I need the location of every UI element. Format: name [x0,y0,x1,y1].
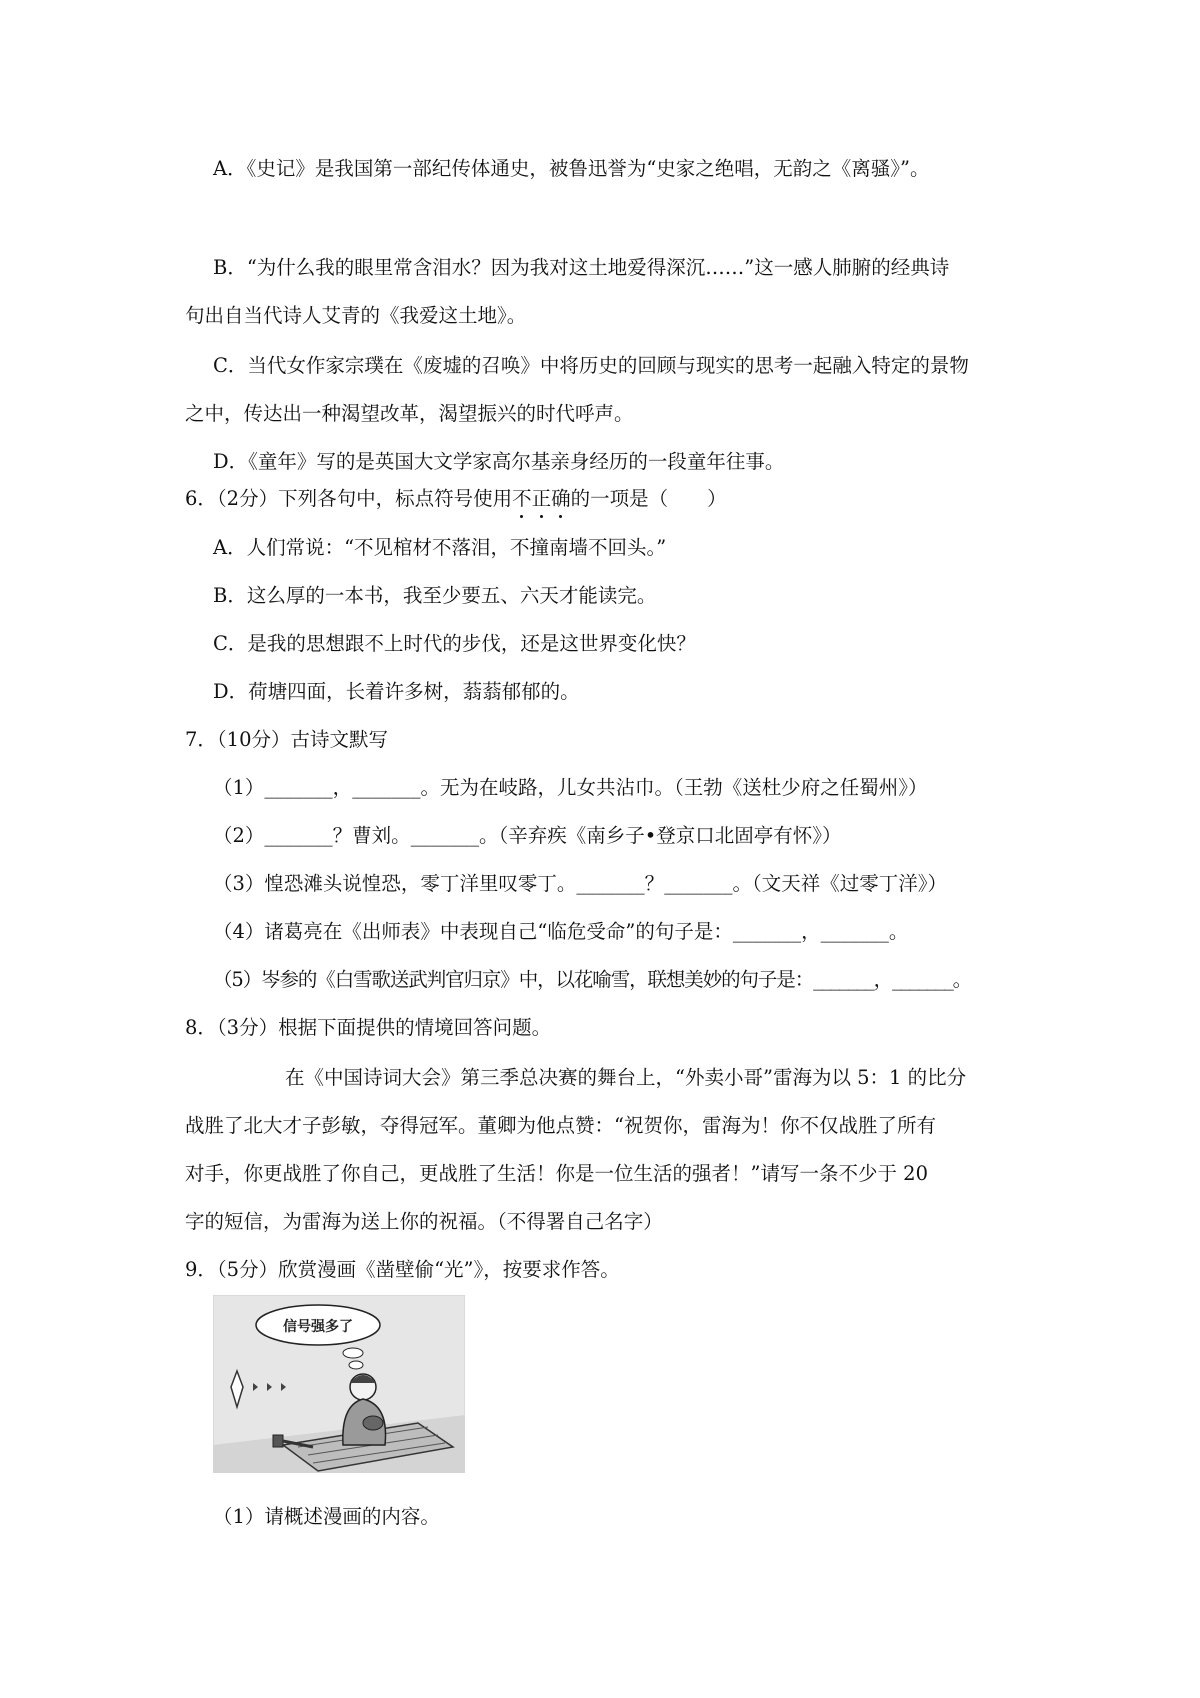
answer-blank[interactable]: _______ [813,968,874,991]
q7-item-5: （5）岑参的《白雪歌送武判官归京》中，以花喻雪，联想美妙的句子是：_______，_______。 [213,968,972,991]
q8-passage-line4: 字的短信，为雷海为送上你的祝福。（不得署自己名字） [185,1210,663,1233]
q8-passage-line1: 在《中国诗词大会》第三季总决赛的舞台上，“外卖小哥”雷海为以 5：1 的比分 [285,1066,967,1089]
answer-blank[interactable]: _______ [352,776,421,799]
q5-option-b-line2: 句出自当代诗人艾青的《我爱这土地》。 [185,304,527,327]
q8-passage-line3: 对手，你更战胜了你自己，更战胜了生活！你是一位生活的强者！”请写一条不少于 20 [185,1162,928,1185]
q6-stem: 6．（2分）下列各句中，标点符号使用不正确的一项是（ ） [185,487,727,510]
answer-blank[interactable]: _______ [264,824,333,847]
q5-option-b-line1: B．“为什么我的眼里常含泪水？因为我对这土地爱得深沉……”这一感人肺腑的经典诗 [213,256,950,279]
answer-blank[interactable]: _______ [820,920,889,943]
emphasis-char: 正 [531,487,552,510]
answer-blank[interactable]: _______ [664,872,733,895]
q5-option-a: A．《史记》是我国第一部纪传体通史，被鲁迅誉为“史家之绝唱，无韵之《离骚》”。 [213,157,930,180]
q9-sub-question-1: （1）请概述漫画的内容。 [213,1505,440,1528]
q7-stem: 7．（10分）古诗文默写 [185,728,388,751]
q5-option-c-line1: C．当代女作家宗璞在《废墟的召唤》中将历史的回顾与现实的思考一起融入特定的景物 [213,354,969,377]
q6-option-b: B．这么厚的一本书，我至少要五、六天才能读完。 [213,584,657,607]
emphasis-char: 不 [512,487,532,510]
q7-item-2: （2）_______？曹刘。_______。（辛弃疾《南乡子•登京口北固亭有怀》） [213,824,842,847]
q5-option-c-line2: 之中，传达出一种渴望改革，渴望振兴的时代呼声。 [185,402,634,425]
q7-item-3: （3）惶恐滩头说惶恐，零丁洋里叹零丁。_______？_______。（文天祥《过零丁洋》） [213,872,947,895]
q7-item-1: （1）_______，_______。无为在岐路，儿女共沾巾。（王勃《送杜少府之任蜀州》） [213,776,928,799]
q6-option-a: A．人们常说：“不见棺材不落泪，不撞南墙不回头。” [213,536,667,559]
answer-blank[interactable]: _______ [264,776,333,799]
q8-passage-line2: 战胜了北大才子彭敏，夺得冠军。董卿为他点赞：“祝贺你，雷海为！你不仅战胜了所有 [185,1114,936,1137]
answer-blank[interactable]: _______ [410,824,479,847]
q7-item-4: （4）诸葛亮在《出师表》中表现自己“临危受命”的句子是：_______，_______。 [213,920,909,943]
answer-blank[interactable]: _______ [892,968,953,991]
q8-stem: 8．（3分）根据下面提供的情境回答问题。 [185,1016,552,1039]
q6-option-d: D．荷塘四面，长着许多树，蓊蓊郁郁的。 [213,680,580,703]
speech-bubble-text: 信号强多了 [283,1319,353,1335]
answer-blank[interactable]: _______ [732,920,802,943]
answer-blank[interactable]: _______ [576,872,645,895]
q9-stem: 9．（5分）欣赏漫画《凿壁偷“光”》，按要求作答。 [185,1258,620,1281]
q5-option-d: D．《童年》写的是英国大文学家高尔基亲身经历的一段童年往事。 [213,450,785,473]
cartoon-image [213,1295,465,1473]
q6-option-c: C．是我的思想跟不上时代的步伐，还是这世界变化快？ [213,632,696,655]
emphasis-char: 确 [551,487,571,510]
